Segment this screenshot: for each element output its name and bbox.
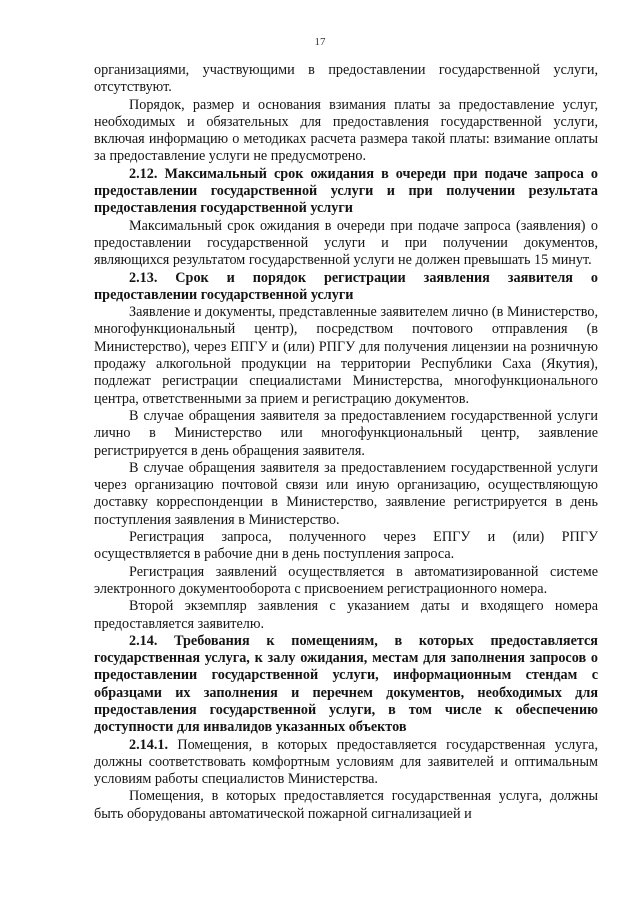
paragraph-max-wait-time: Максимальный срок ожидания в очереди при подаче запроса (заявления) о предоставлении государственной услуги и при получении документов, являющихся результатом государственной услуги не должен превышать 15 минут.	[94, 217, 598, 269]
paragraph-intro-continuation: организациями, участвующими в предоставлении государственной услуги, отсутствуют.	[94, 62, 598, 96]
clause-number-2-14-1: 2.14.1.	[129, 736, 169, 753]
document-body	[94, 62, 598, 823]
paragraph-fee-procedure: Порядок, размер и основания взимания платы за предоставление услуг, необходимых и обязательных для предоставления государственной услуги, включая информацию о методиках расчета размера такой платы: взимание оплаты за предоставление услуги не предусмотрено.	[94, 96, 598, 165]
clause-text-2-14-1: Помещения, в которых предоставляется государственная услуга, должны соответствовать комфортным условиям для заявителей и оптимальным условиям работы специалистов Министерства.	[94, 736, 598, 788]
paragraph-premises-requirements	[94, 737, 598, 789]
page-number: 17	[314, 36, 326, 48]
paragraph-fire-alarm: Помещения, в которых предоставляется государственная услуга, должны быть оборудованы автоматической пожарной сигнализацией и	[94, 788, 598, 822]
paragraph-postal-registration: В случае обращения заявителя за предоставлением государственной услуги через организацию почтовой связи или иную организацию, осуществляющую доставку корреспонденции в Министерство, заявление регистрируется в день поступления заявления в Министерство.	[94, 459, 598, 528]
paragraph-online-registration: Регистрация запроса, полученного через ЕПГУ и (или) РПГУ осуществляется в рабочие дни в день поступления запроса.	[94, 529, 598, 563]
paragraph-second-copy: Второй экземпляр заявления с указанием даты и входящего номера предоставляется заявителю.	[94, 598, 598, 632]
section-heading-2-12: 2.12. Максимальный срок ожидания в очереди при подаче запроса о предоставлении государственной услуги и при получении результата предоставления государственной услуги	[94, 165, 598, 217]
paragraph-electronic-system: Регистрация заявлений осуществляется в автоматизированной системе электронного документооборота с присвоением регистрационного номера.	[94, 563, 598, 597]
section-heading-2-14: 2.14. Требования к помещениям, в которых предоставляется государственная услуга, к залу ожидания, местам для заполнения запросов о предоставлении государственной услуги, информационным стендам с образцами их заполнения и перечнем документов, необходимых для предоставления государственной услуги, в том числе к обеспечению доступности для инвалидов указанных объектов	[94, 632, 598, 736]
paragraph-application-registration: Заявление и документы, представленные заявителем лично (в Министерство, многофункциональный центр), посредством почтового отправления (в Министерство), через ЕПГУ и (или) РПГУ для получения лицензии на розничную продажу алкогольной продукции на территории Республики Саха (Якутия), подлежат регистрации специалистами Министерства, многофункционального центра, ответственными за прием и регистрацию документов.	[94, 304, 598, 407]
section-heading-2-13: 2.13. Срок и порядок регистрации заявления заявителя о предоставлении государственной услуги	[94, 269, 598, 303]
paragraph-in-person-registration: В случае обращения заявителя за предоставлением государственной услуги лично в Министерство или многофункциональный центр, заявление регистрируется в день обращения заявителя.	[94, 407, 598, 459]
